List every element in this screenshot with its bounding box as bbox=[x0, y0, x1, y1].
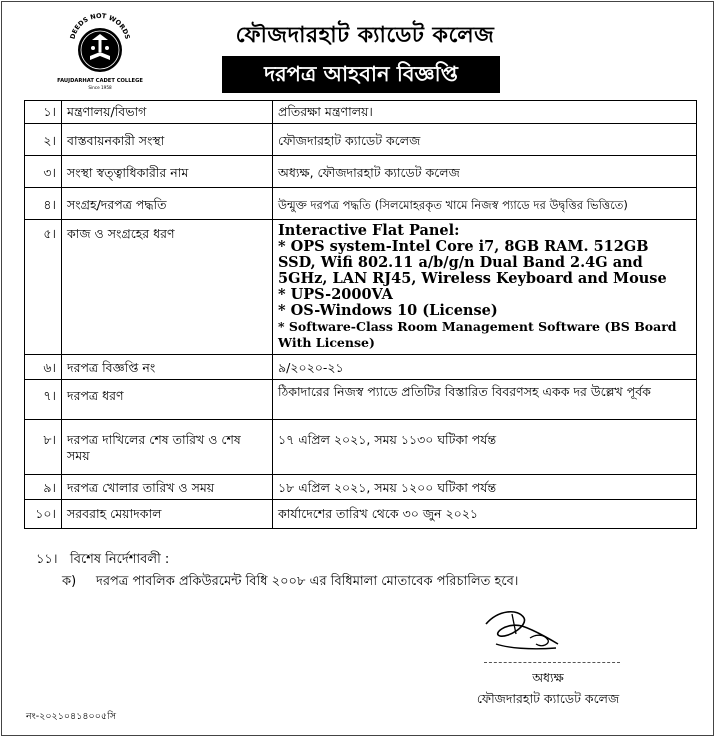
row-value: ফৌজদারহাট ক্যাডেট কলেজ bbox=[273, 124, 697, 156]
signature-line bbox=[484, 662, 620, 663]
row-value: অধ্যক্ষ, ফৌজদারহাট ক্যাডেট কলেজ bbox=[273, 156, 697, 188]
signature bbox=[478, 604, 568, 664]
row-number: ৫। bbox=[25, 220, 62, 355]
signature-mark-icon bbox=[478, 604, 568, 660]
row-number: ৩। bbox=[25, 156, 62, 188]
row-label: মন্ত্রণালয়/বিভাগ bbox=[62, 101, 273, 124]
spec-line-software: * Software-Class Room Management Software (BS Board With License) bbox=[278, 319, 677, 350]
row-label: দরপত্র দাখিলের শেষ তারিখ ও শেষ সময় bbox=[62, 420, 273, 475]
spec-line-ops: * OPS system-Intel Core i7, 8GB RAM. 512GB SSD, Wifi 802.11 a/b/g/n Dual Band 2.4G and 5GHz, LAN RJ45, Wireless Keyboard and Mouse bbox=[278, 238, 667, 287]
logo-motto: DEEDS NOT WORDS bbox=[68, 11, 132, 41]
row-value: ৯/২০২০-২১ bbox=[273, 355, 697, 380]
row-number: ৯। bbox=[25, 475, 62, 500]
table-row bbox=[25, 475, 697, 500]
table-row bbox=[25, 355, 697, 380]
college-crest-icon bbox=[52, 4, 148, 96]
college-logo bbox=[52, 4, 148, 96]
row-value: ১৮ এপ্রিল ২০২১, সময় ১২০০ ঘটিকা পর্যন্ত bbox=[273, 475, 697, 500]
college-title: ফৌজদারহাট ক্যাডেট কলেজ bbox=[235, 23, 495, 48]
row-value: ঠিকাদারের নিজস্ব প্যাডে প্রতিটির বিস্তারিত বিবরণসহ একক দর উল্লেখ পূর্বক bbox=[273, 380, 697, 420]
spec-line-os: * OS-Windows 10 (License) bbox=[278, 302, 498, 319]
instruction-label: ক) bbox=[62, 574, 77, 589]
notice-banner: দরপত্র আহবান বিজ্ঞপ্তি bbox=[222, 56, 500, 93]
table-row bbox=[25, 188, 697, 220]
tender-details-table bbox=[24, 100, 697, 529]
table-row bbox=[25, 500, 697, 529]
row-number: ২। bbox=[25, 124, 62, 156]
row-label: দরপত্র খোলার তারিখ ও সময় bbox=[62, 475, 273, 500]
row-value: উন্মুক্ত দরপত্র পদ্ধতি (সিলমোহরকৃত খামে নিজস্ব প্যাডে দর উদ্বৃত্তির ভিত্তিতে) bbox=[273, 188, 697, 220]
row-label: সংস্থা স্বত্ত্বাধিকারীর নাম bbox=[62, 156, 273, 188]
instruction-text: দরপত্র পাবলিক প্রকিউরমেন্ট বিধি ২০০৮ এর বিধিমালা মোতাবেক পরিচালিত হবে। bbox=[96, 574, 519, 589]
row-value: ১৭ এপ্রিল ২০২১, সময় ১১৩০ ঘটিকা পর্যন্ত bbox=[273, 420, 697, 475]
instructions-number: ১১। bbox=[36, 552, 58, 567]
spec-line-ups: * UPS-2000VA bbox=[278, 286, 393, 303]
table-row bbox=[25, 124, 697, 156]
signatory-title: অধ্যক্ষ bbox=[532, 670, 564, 685]
row-label: দরপত্র ধরণ bbox=[62, 380, 273, 420]
row-number: ৭। bbox=[25, 380, 62, 420]
signatory bbox=[448, 667, 648, 709]
row-number: ৮। bbox=[25, 420, 62, 475]
signatory-org: ফৌজদারহাট ক্যাডেট কলেজ bbox=[476, 691, 620, 706]
table-row bbox=[25, 101, 697, 124]
row-number: ৪। bbox=[25, 188, 62, 220]
row-value: প্রতিরক্ষা মন্ত্রণালয়। bbox=[273, 101, 697, 124]
table-row bbox=[25, 420, 697, 475]
logo-name: FAUJDARHAT CADET COLLEGE bbox=[57, 78, 143, 84]
table-row bbox=[25, 156, 697, 188]
row-number: ১। bbox=[25, 101, 62, 124]
product-specification bbox=[273, 220, 697, 355]
special-instructions bbox=[36, 549, 518, 593]
row-label: দরপত্র বিজ্ঞপ্তি নং bbox=[62, 355, 273, 380]
row-number: ১০। bbox=[25, 500, 62, 529]
row-number: ৬। bbox=[25, 355, 62, 380]
table-row bbox=[25, 220, 697, 355]
table-row bbox=[25, 380, 697, 420]
spec-line-heading: Interactive Flat Panel: bbox=[278, 222, 460, 239]
instructions-heading: বিশেষ নির্দেশাবলী : bbox=[70, 552, 170, 567]
row-label: সংগ্রহ/দরপত্র পদ্ধতি bbox=[62, 188, 273, 220]
row-label: সরবরাহ মেয়াদকাল bbox=[62, 500, 273, 529]
row-label: কাজ ও সংগ্রহের ধরণ bbox=[62, 220, 273, 355]
logo-since: Since 1958 bbox=[88, 85, 112, 90]
row-value: কার্যাদেশের তারিখ থেকে ৩০ জুন ২০২১ bbox=[273, 500, 697, 529]
row-label: বাস্তবায়নকারী সংস্থা bbox=[62, 124, 273, 156]
reference-number: নং-২০২১০৪১৪০০৫সি bbox=[26, 711, 117, 722]
